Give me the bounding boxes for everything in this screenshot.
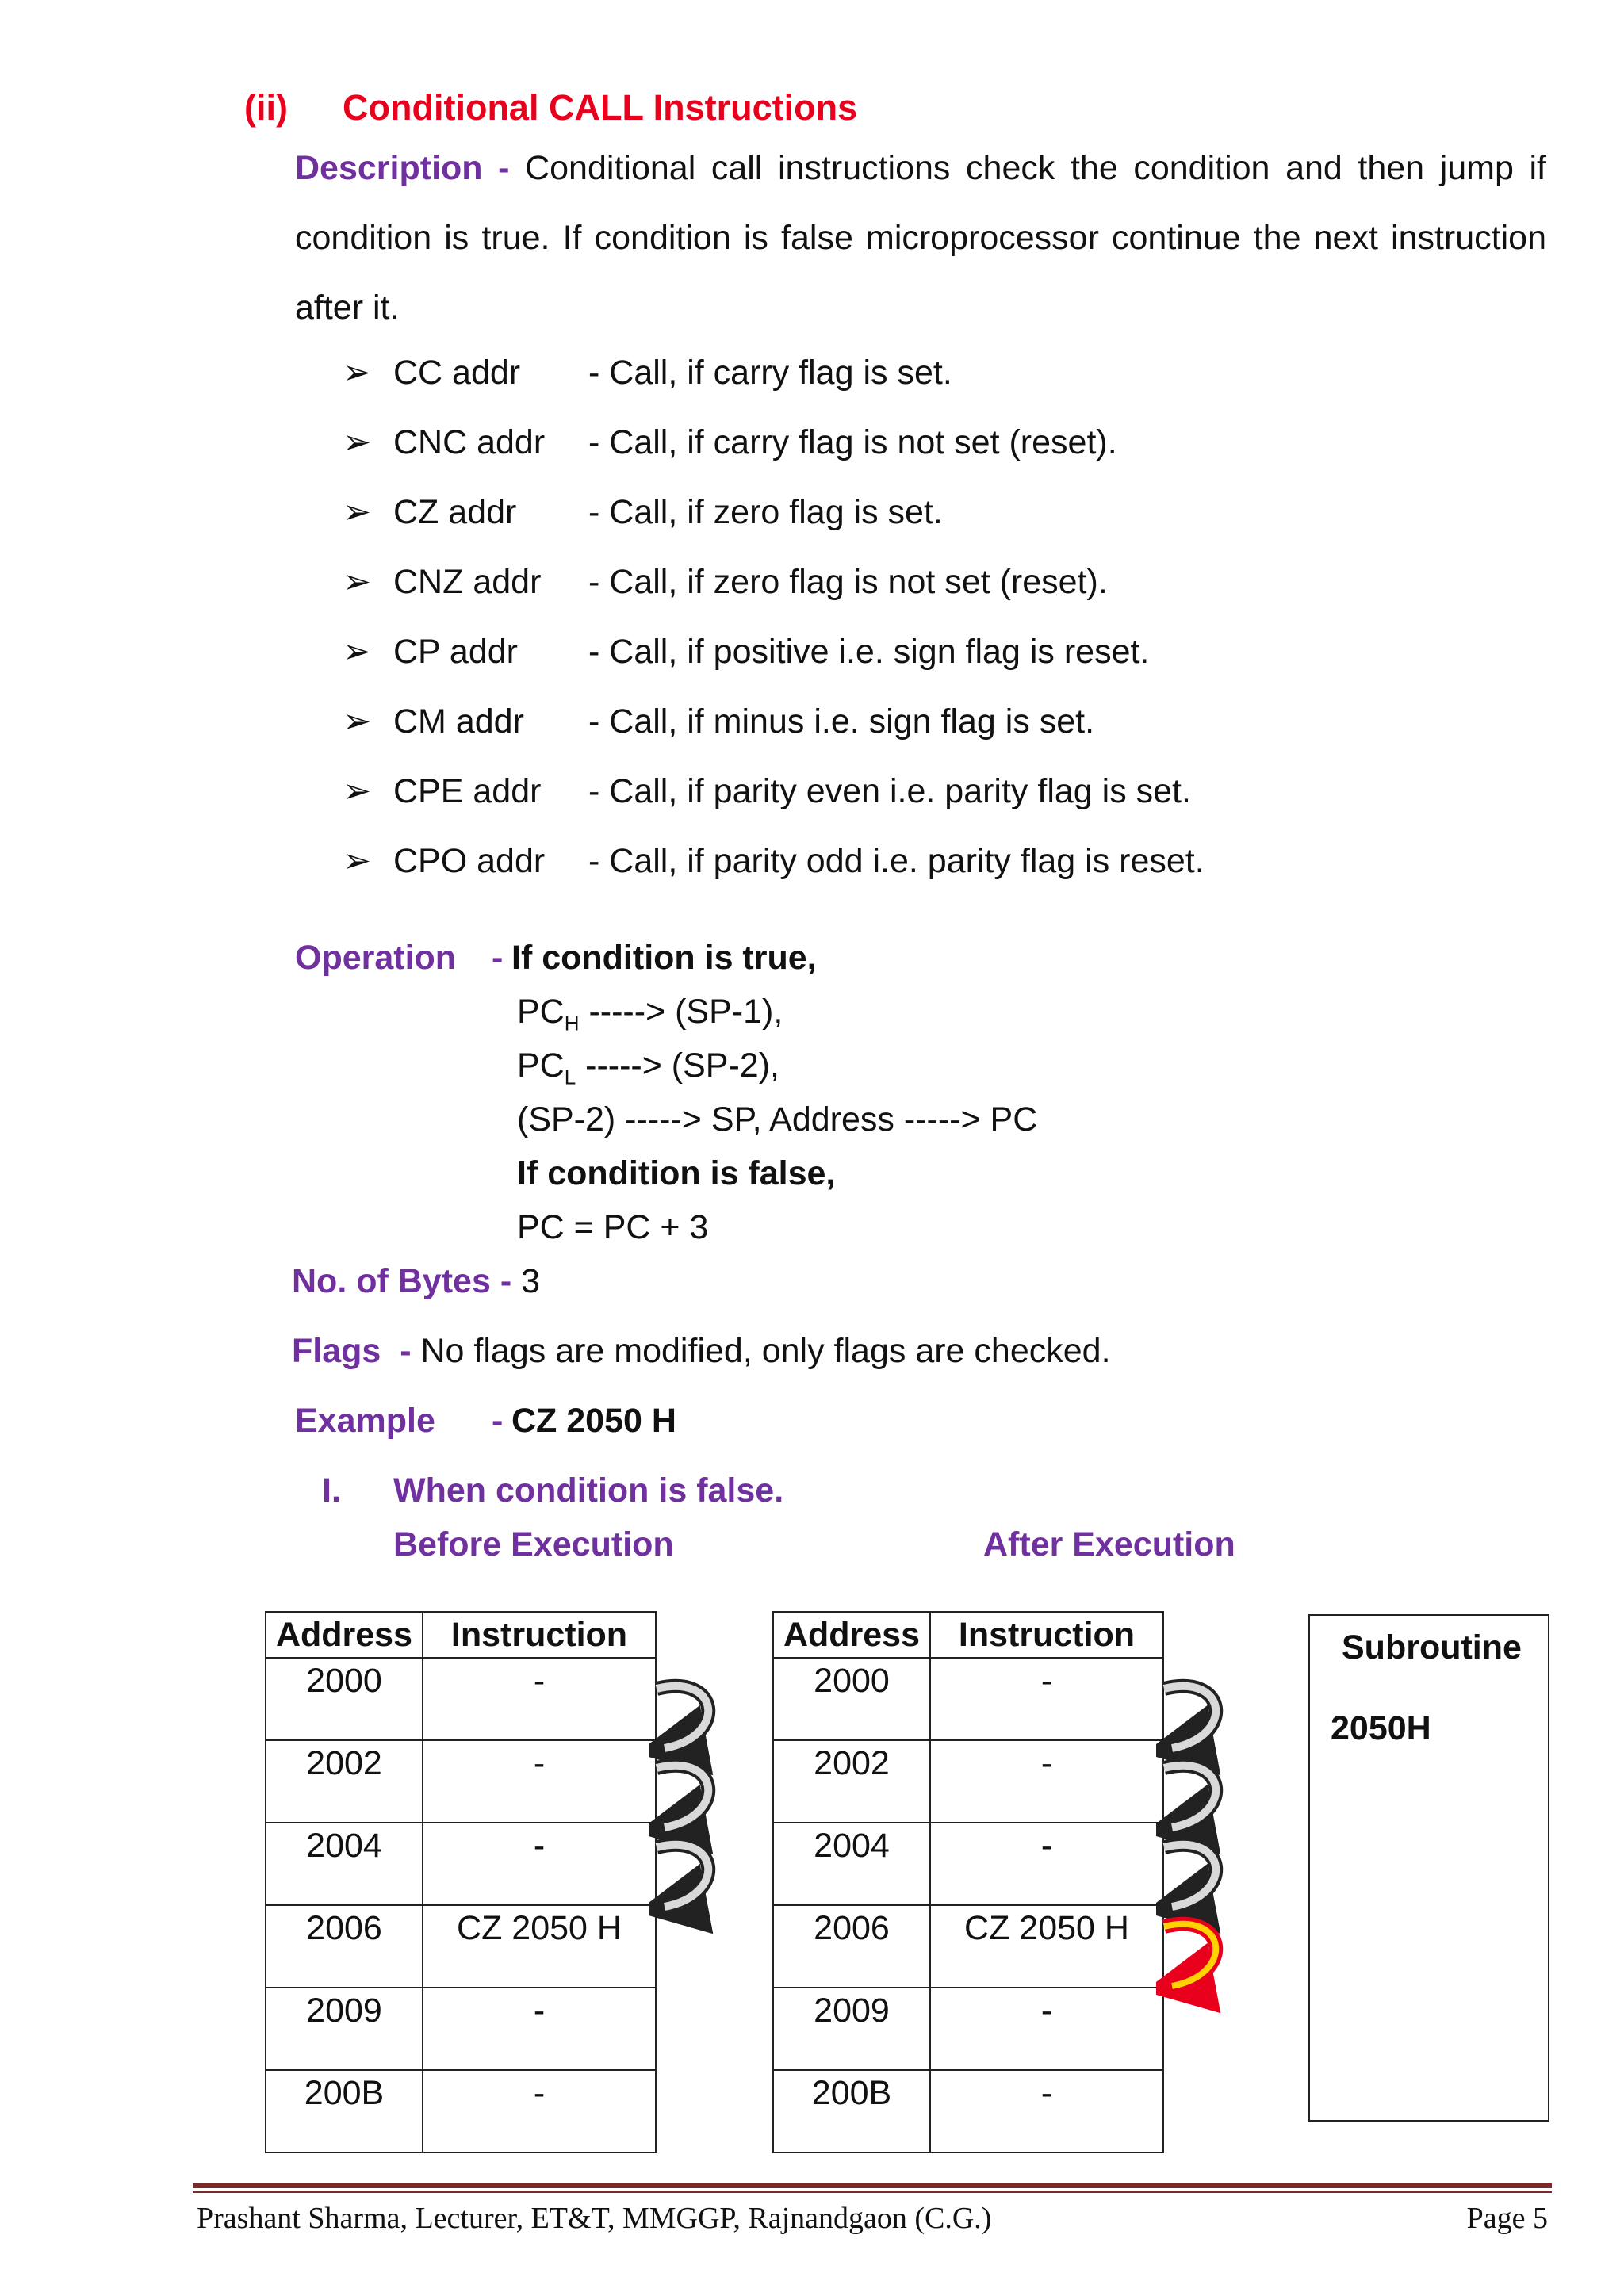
operation-line-3: (SP-2) -----> SP, Address -----> PC [517, 1100, 1038, 1138]
flags-line: Flags - No flags are modified, only flags are checked. [292, 1332, 1111, 1370]
table-row: 2002 - [773, 1740, 1163, 1823]
example-value: CZ 2050 H [511, 1402, 676, 1440]
instruction-header: Instruction [930, 1612, 1163, 1658]
operation-line-1: $PC_H$ -----> (SP-1), [517, 993, 783, 1035]
curved-arrow-icon [657, 1845, 708, 1907]
instruction-code: CNC addr [393, 423, 546, 461]
instruction-meaning: - Call, if parity odd i.e. parity flag is reset. [588, 842, 1205, 880]
table-row: 2000 - [266, 1658, 656, 1740]
instruction-code: CP addr [393, 633, 518, 671]
instruction-code: CPE addr [393, 772, 542, 810]
arrow-bullet-icon: ➢ [343, 354, 372, 392]
operation-dash: - [492, 939, 504, 977]
footer-rule-thin [193, 2191, 1552, 2193]
footer-rule [193, 2183, 1552, 2188]
curved-arrow-icon [1164, 1686, 1216, 1748]
instruction-code: CC addr [393, 354, 521, 392]
arrow-bullet-icon: ➢ [343, 423, 372, 461]
address-header: Address [266, 1612, 423, 1658]
before-execution-label: Before Execution [393, 1525, 674, 1563]
table-row: 2006 CZ 2050 H [266, 1905, 656, 1988]
table-row: 2002 - [266, 1740, 656, 1823]
example-label: Example [295, 1402, 435, 1440]
bytes-line: No. of Bytes - 3 [292, 1262, 541, 1300]
arrow-bullet-icon: ➢ [343, 633, 372, 671]
table-row: 2004 - [266, 1823, 656, 1905]
instruction-code: CNZ addr [393, 563, 542, 601]
operation-line-2: $PC_L$ -----> (SP-2), [517, 1047, 779, 1089]
footer-author: Prashant Sharma, Lecturer, ET&T, MMGGP, Rajnandgaon (C.G.) [197, 2202, 992, 2235]
instruction-meaning: - Call, if parity even i.e. parity flag is set. [588, 772, 1191, 810]
instruction-meaning: - Call, if minus i.e. sign flag is set. [588, 702, 1095, 740]
after-execution-label: After Execution [983, 1525, 1235, 1563]
arrow-bullet-icon: ➢ [343, 702, 372, 740]
section-number: (ii) [244, 87, 288, 128]
description-paragraph [295, 133, 1546, 342]
example-dash: - [492, 1402, 504, 1440]
description-label: Description [295, 149, 483, 187]
instruction-code: CPO addr [393, 842, 546, 880]
instruction-meaning: - Call, if zero flag is set. [588, 493, 943, 531]
table-row: 200B - [266, 2070, 656, 2152]
arrow-bullet-icon: ➢ [343, 563, 372, 601]
operation-true-heading: If condition is true, [511, 939, 817, 977]
case-title: When condition is false. [393, 1471, 784, 1510]
description-dash: - [498, 149, 510, 187]
subroutine-box [1308, 1614, 1549, 2122]
table-row: 2004 - [773, 1823, 1163, 1905]
curved-arrow-icon [1164, 1766, 1216, 1827]
before-execution-table [265, 1611, 657, 2153]
table-row: 2000 - [773, 1658, 1163, 1740]
table-row: 200B - [773, 2070, 1163, 2152]
instruction-header: Instruction [423, 1612, 656, 1658]
curved-arrow-icon [657, 1766, 708, 1827]
operation-false-heading: If condition is false, [517, 1154, 836, 1192]
arrow-bullet-icon: ➢ [343, 842, 372, 880]
table-row: 2006 CZ 2050 H [773, 1905, 1163, 1988]
instruction-meaning: - Call, if carry flag is set. [588, 354, 952, 392]
instruction-meaning: - Call, if carry flag is not set (reset). [588, 423, 1117, 461]
operation-label: Operation [295, 939, 457, 977]
subroutine-address: 2050H [1331, 1709, 1431, 1747]
instruction-code: CZ addr [393, 493, 517, 531]
instruction-meaning: - Call, if zero flag is not set (reset). [588, 563, 1108, 601]
after-flow-arrows [1156, 1673, 1243, 2069]
operation-line-4: PC = PC + 3 [517, 1208, 709, 1246]
curved-arrow-icon [1164, 1845, 1216, 1907]
arrow-bullet-icon: ➢ [343, 493, 372, 531]
curved-arrow-icon [657, 1686, 708, 1748]
before-flow-arrows [649, 1673, 736, 1982]
address-header: Address [773, 1612, 930, 1658]
table-row: 2009 - [773, 1988, 1163, 2070]
subroutine-title: Subroutine [1342, 1628, 1522, 1667]
instruction-meaning: - Call, if positive i.e. sign flag is reset. [588, 633, 1150, 671]
description-text: Conditional call instructions check the condition and then jump if condition is true. If condition is false microprocessor continue the next instruction after it. [295, 149, 1546, 327]
arrow-bullet-icon: ➢ [343, 772, 372, 810]
after-execution-table [772, 1611, 1164, 2153]
instruction-code: CM addr [393, 702, 524, 740]
case-numeral: I. [322, 1471, 341, 1510]
table-row: 2009 - [266, 1988, 656, 2070]
section-title: Conditional CALL Instructions [343, 87, 858, 128]
page-number: Page 5 [1466, 2202, 1548, 2235]
red-curved-arrow-icon [1164, 1924, 1216, 1986]
